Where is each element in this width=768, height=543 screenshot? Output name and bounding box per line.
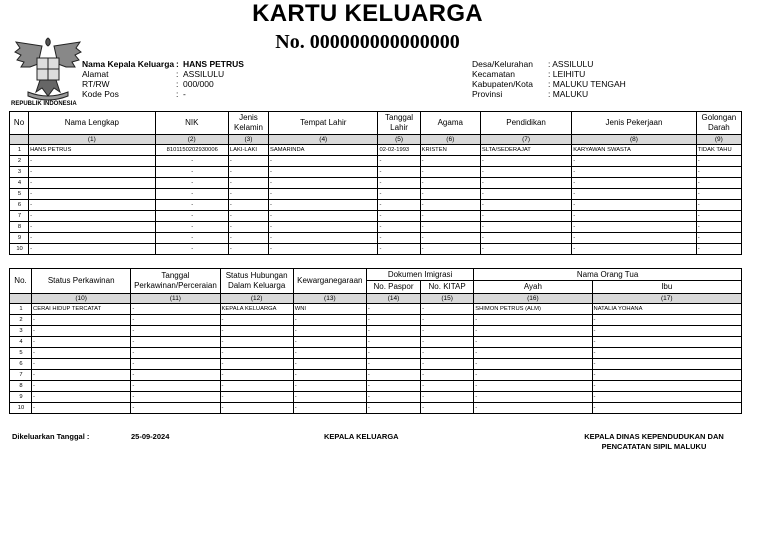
table-cell: - — [155, 167, 228, 178]
table-cell: - — [420, 189, 480, 200]
table-cell: - — [592, 337, 741, 348]
t1-column-number: (1) — [29, 135, 156, 145]
table-cell: 4 — [10, 178, 29, 189]
table-cell: 8101150202930006 — [155, 145, 228, 156]
table-cell: 7 — [10, 211, 29, 222]
table-cell: - — [269, 233, 378, 244]
table-cell: - — [269, 189, 378, 200]
t2-column-number: (17) — [592, 294, 741, 304]
head-of-family-signature: KEPALA KELUARGA — [324, 432, 399, 441]
t1-header-cell: Nama Lengkap — [29, 112, 156, 135]
village-value: : ASSILULU — [548, 59, 594, 69]
province-label: Provinsi — [472, 89, 503, 99]
garuda-emblem-icon — [12, 32, 84, 104]
table-cell: - — [131, 359, 220, 370]
table-cell: - — [378, 233, 420, 244]
table-row — [10, 211, 742, 222]
table-cell: HANS PETRUS — [29, 145, 156, 156]
table-cell: - — [420, 244, 480, 255]
t2-column-number: (14) — [366, 294, 420, 304]
table-cell: - — [228, 211, 268, 222]
table-cell: - — [480, 200, 571, 211]
table-cell: - — [421, 403, 474, 414]
table-cell: - — [293, 381, 366, 392]
table-cell: - — [696, 167, 741, 178]
table-cell: CERAI HIDUP TERCATAT — [32, 304, 131, 315]
table-cell: - — [592, 370, 741, 381]
table-cell: 2 — [10, 156, 29, 167]
table-cell: - — [696, 233, 741, 244]
t2-header-dokumen: Dokumen Imigrasi — [366, 269, 473, 281]
table-cell: - — [421, 359, 474, 370]
table-cell: - — [155, 178, 228, 189]
rtrw-value: 000/000 — [183, 79, 214, 89]
table-cell: - — [421, 337, 474, 348]
table-cell: - — [366, 348, 420, 359]
head-label: Nama Kepala Keluarga — [82, 59, 175, 69]
table-cell: - — [696, 211, 741, 222]
table-row — [10, 315, 742, 326]
table-cell: - — [480, 167, 571, 178]
table-row — [10, 381, 742, 392]
t2-header-kewarganegaraan: Kewarganegaraan — [293, 269, 366, 294]
t2-header-ayah: Ayah — [474, 281, 592, 294]
table-cell: - — [269, 222, 378, 233]
village-label: Desa/Kelurahan — [472, 59, 533, 69]
table-cell: 8 — [10, 222, 29, 233]
table-cell: - — [592, 359, 741, 370]
table-cell: - — [378, 211, 420, 222]
table-cell: - — [228, 167, 268, 178]
table-cell: - — [592, 381, 741, 392]
postcode-label: Kode Pos — [82, 89, 119, 99]
table-cell: - — [228, 156, 268, 167]
table-cell: - — [480, 156, 571, 167]
document-number: No. 000000000000000 — [275, 31, 460, 53]
table-cell: - — [421, 381, 474, 392]
t2-header-tanggal: Tanggal Perkawinan/Perceraian — [131, 269, 220, 294]
table-cell: - — [155, 244, 228, 255]
t1-header-cell: Jenis Pekerjaan — [572, 112, 697, 135]
table-row — [10, 222, 742, 233]
table-row — [10, 392, 742, 403]
table-cell: - — [480, 178, 571, 189]
table-cell: - — [155, 156, 228, 167]
table-cell: - — [155, 211, 228, 222]
table-cell: - — [293, 359, 366, 370]
table-row — [10, 244, 742, 255]
t2-header-hubungan: Status Hubungan Dalam Keluarga — [220, 269, 293, 294]
t1-header-cell: Golongan Darah — [696, 112, 741, 135]
table-row — [10, 189, 742, 200]
table-cell: - — [592, 392, 741, 403]
table-cell: - — [155, 189, 228, 200]
table-cell: - — [696, 178, 741, 189]
table-cell: SHIMON PETRUS (ALM) — [474, 304, 592, 315]
emblem-caption: REPUBLIK INDONESIA — [11, 101, 77, 107]
table-row — [10, 359, 742, 370]
table-row — [10, 200, 742, 211]
table-cell: - — [696, 222, 741, 233]
table-cell: - — [474, 370, 592, 381]
table-cell: - — [420, 167, 480, 178]
t1-column-number — [10, 135, 29, 145]
table-cell: - — [220, 315, 293, 326]
table-row — [10, 233, 742, 244]
table-cell: 9 — [10, 392, 32, 403]
table-cell: - — [592, 326, 741, 337]
table-cell: - — [420, 233, 480, 244]
table-row — [10, 304, 742, 315]
table-cell: - — [366, 326, 420, 337]
table-cell: - — [269, 178, 378, 189]
table-cell: 02-02-1993 — [378, 145, 420, 156]
table-cell: - — [572, 167, 697, 178]
t1-header-cell: Tanggal Lahir — [378, 112, 420, 135]
table-cell: - — [29, 189, 156, 200]
table-cell: LAKI-LAKI — [228, 145, 268, 156]
table-cell: - — [293, 348, 366, 359]
table-cell: - — [131, 403, 220, 414]
table-cell: - — [155, 233, 228, 244]
table-cell: - — [366, 315, 420, 326]
table-cell: - — [32, 370, 131, 381]
table-cell: - — [220, 403, 293, 414]
table-cell: - — [293, 403, 366, 414]
table-cell: - — [228, 244, 268, 255]
table-cell: - — [572, 244, 697, 255]
table-cell: SAMARINDA — [269, 145, 378, 156]
table-cell: KARYAWAN SWASTA — [572, 145, 697, 156]
table-cell: - — [480, 233, 571, 244]
table-cell: - — [29, 178, 156, 189]
t1-column-number: (6) — [420, 135, 480, 145]
table-cell: - — [378, 178, 420, 189]
table-cell: - — [572, 189, 697, 200]
table-row — [10, 326, 742, 337]
t1-header-cell: No — [10, 112, 29, 135]
table-cell: - — [592, 348, 741, 359]
table-cell: - — [131, 370, 220, 381]
table-cell: - — [29, 233, 156, 244]
table-cell: - — [220, 348, 293, 359]
table-cell: - — [572, 211, 697, 222]
table-cell: - — [228, 178, 268, 189]
table-cell: - — [32, 326, 131, 337]
table-cell: - — [378, 222, 420, 233]
table-cell: NATALIA YOHANA — [592, 304, 741, 315]
t2-column-number: (11) — [131, 294, 220, 304]
table-cell: - — [421, 392, 474, 403]
table-cell: - — [474, 359, 592, 370]
family-head-info: Nama Kepala Keluarga : HANS PETRUS Alamat : ASSILULU RT/RW : 000/000 Kode Pos : - — [82, 59, 244, 99]
table-row — [10, 178, 742, 189]
postcode-value: - — [183, 89, 186, 99]
t2-column-number: (10) — [32, 294, 131, 304]
table-cell: - — [366, 392, 420, 403]
table-cell: - — [378, 244, 420, 255]
table-cell: - — [269, 167, 378, 178]
t1-column-number: (7) — [480, 135, 571, 145]
table-cell: - — [29, 211, 156, 222]
table-cell: TIDAK TAHU — [696, 145, 741, 156]
table-row — [10, 370, 742, 381]
table-cell: - — [269, 244, 378, 255]
table-cell: - — [269, 200, 378, 211]
table-cell: WNI — [293, 304, 366, 315]
table-cell: - — [420, 178, 480, 189]
table-cell: - — [572, 222, 697, 233]
document-title: KARTU KELUARGA — [252, 0, 483, 27]
table-cell: - — [378, 200, 420, 211]
t1-column-number: (2) — [155, 135, 228, 145]
region-info — [472, 59, 626, 99]
table-cell: - — [696, 156, 741, 167]
t1-column-number: (5) — [378, 135, 420, 145]
table-cell: - — [474, 381, 592, 392]
table-cell: - — [293, 370, 366, 381]
table-cell: 5 — [10, 189, 29, 200]
t2-header-kitap: No. KITAP — [421, 281, 474, 294]
table-cell: - — [228, 189, 268, 200]
table-cell: 10 — [10, 244, 29, 255]
table-cell: - — [293, 337, 366, 348]
t1-column-number: (9) — [696, 135, 741, 145]
table-cell: - — [474, 392, 592, 403]
table-cell: - — [220, 381, 293, 392]
table-cell: - — [220, 359, 293, 370]
table-row — [10, 403, 742, 414]
table-cell: - — [421, 304, 474, 315]
table-cell: - — [592, 403, 741, 414]
table-cell: - — [572, 178, 697, 189]
table-cell: - — [29, 167, 156, 178]
table-cell: - — [269, 156, 378, 167]
table-cell: - — [366, 403, 420, 414]
table-cell: KRISTEN — [420, 145, 480, 156]
table-cell: - — [378, 167, 420, 178]
table-cell: - — [32, 348, 131, 359]
address-value: ASSILULU — [183, 69, 225, 79]
table-cell: - — [366, 370, 420, 381]
table-row — [10, 156, 742, 167]
t2-column-number: (12) — [220, 294, 293, 304]
table-cell: - — [366, 304, 420, 315]
table-cell: - — [293, 315, 366, 326]
table-cell: 3 — [10, 326, 32, 337]
district-value: : LEIHITU — [548, 69, 586, 79]
t1-header-cell: Pendidikan — [480, 112, 571, 135]
table-cell: - — [131, 392, 220, 403]
regency-value: : MALUKU TENGAH — [548, 79, 626, 89]
district-label: Kecamatan — [472, 69, 515, 79]
table-cell: 1 — [10, 145, 29, 156]
table-cell: 2 — [10, 315, 32, 326]
t2-header-status: Status Perkawinan — [32, 269, 131, 294]
table-cell: - — [269, 211, 378, 222]
table-cell: - — [572, 233, 697, 244]
regency-label: Kabupaten/Kota — [472, 79, 533, 89]
t1-column-number: (3) — [228, 135, 268, 145]
table-cell: - — [480, 222, 571, 233]
family-status-table — [9, 268, 742, 414]
table-cell: - — [378, 156, 420, 167]
t2-column-number — [10, 294, 32, 304]
table-cell: - — [474, 403, 592, 414]
t2-column-number: (15) — [421, 294, 474, 304]
table-cell: - — [32, 381, 131, 392]
table-cell: - — [131, 337, 220, 348]
table-cell: - — [32, 392, 131, 403]
t2-header-no: No. — [10, 269, 32, 294]
t2-column-number: (16) — [474, 294, 592, 304]
table-cell: - — [29, 244, 156, 255]
table-cell: - — [480, 189, 571, 200]
table-cell: - — [480, 244, 571, 255]
table-cell: SLTA/SEDERAJAT — [480, 145, 571, 156]
table-cell: 9 — [10, 233, 29, 244]
table-cell: - — [32, 359, 131, 370]
table-cell: - — [592, 315, 741, 326]
head-value: HANS PETRUS — [183, 59, 244, 69]
table-cell: - — [228, 233, 268, 244]
table-cell: 8 — [10, 381, 32, 392]
table-row — [10, 337, 742, 348]
table-cell: 6 — [10, 359, 32, 370]
table-cell: - — [228, 222, 268, 233]
table-cell: - — [421, 315, 474, 326]
table-cell: - — [378, 189, 420, 200]
t1-header-cell: Agama — [420, 112, 480, 135]
table-cell: - — [131, 304, 220, 315]
table-cell: 6 — [10, 200, 29, 211]
rtrw-label: RT/RW — [82, 79, 110, 89]
t2-header-orangtua: Nama Orang Tua — [474, 269, 742, 281]
table-cell: - — [572, 200, 697, 211]
table-cell: - — [421, 348, 474, 359]
t1-column-number: (8) — [572, 135, 697, 145]
table-cell: - — [293, 326, 366, 337]
table-cell: - — [220, 326, 293, 337]
t2-column-number: (13) — [293, 294, 366, 304]
family-members-table — [9, 111, 742, 255]
table-cell: - — [696, 200, 741, 211]
table-row — [10, 348, 742, 359]
table-row — [10, 167, 742, 178]
table-cell: - — [220, 337, 293, 348]
province-value: : MALUKU — [548, 89, 589, 99]
table-cell: - — [29, 200, 156, 211]
t2-header-paspor: No. Paspor — [366, 281, 420, 294]
t1-header-cell: Jenis Kelamin — [228, 112, 268, 135]
table-cell: - — [480, 211, 571, 222]
table-cell: - — [366, 337, 420, 348]
table-cell: - — [220, 370, 293, 381]
table-cell: - — [155, 200, 228, 211]
table-cell: 10 — [10, 403, 32, 414]
table-cell: 3 — [10, 167, 29, 178]
table-cell: - — [29, 156, 156, 167]
table-cell: - — [420, 211, 480, 222]
table-cell: 1 — [10, 304, 32, 315]
t1-header-cell: NIK — [155, 112, 228, 135]
table-cell: 5 — [10, 348, 32, 359]
table-cell: - — [421, 326, 474, 337]
civil-registry-line-1: KEPALA DINAS KEPENDUDUKAN DAN — [584, 432, 724, 441]
table-cell: - — [131, 381, 220, 392]
table-cell: - — [696, 244, 741, 255]
table-cell: - — [293, 392, 366, 403]
table-cell: - — [474, 348, 592, 359]
t1-header-cell: Tempat Lahir — [269, 112, 378, 135]
issued-date: 25-09-2024 — [131, 432, 170, 441]
table-cell: - — [32, 403, 131, 414]
table-row — [10, 145, 742, 156]
table-cell: - — [474, 337, 592, 348]
table-cell: - — [228, 200, 268, 211]
civil-registry-signature — [560, 432, 748, 452]
table-cell: - — [366, 381, 420, 392]
table-cell: - — [131, 326, 220, 337]
table-cell: KEPALA KELUARGA — [220, 304, 293, 315]
table-cell: - — [420, 156, 480, 167]
t1-column-number: (4) — [269, 135, 378, 145]
table-cell: - — [32, 337, 131, 348]
issued-label: Dikeluarkan Tanggal : — [12, 432, 90, 441]
table-cell: - — [474, 315, 592, 326]
table-cell: - — [474, 326, 592, 337]
table-cell: - — [572, 156, 697, 167]
table-cell: - — [420, 222, 480, 233]
table-cell: - — [131, 315, 220, 326]
table-cell: 7 — [10, 370, 32, 381]
table-cell: - — [420, 200, 480, 211]
table-cell: - — [421, 370, 474, 381]
table-cell: - — [29, 222, 156, 233]
table-cell: - — [32, 315, 131, 326]
civil-registry-line-2: PENCATATAN SIPIL MALUKU — [601, 442, 707, 451]
table-cell: - — [366, 359, 420, 370]
table-cell: 4 — [10, 337, 32, 348]
table-cell: - — [220, 392, 293, 403]
table-cell: - — [155, 222, 228, 233]
table-cell: - — [131, 348, 220, 359]
address-label: Alamat — [82, 69, 109, 79]
t2-header-ibu: Ibu — [592, 281, 741, 294]
table-cell: - — [696, 189, 741, 200]
